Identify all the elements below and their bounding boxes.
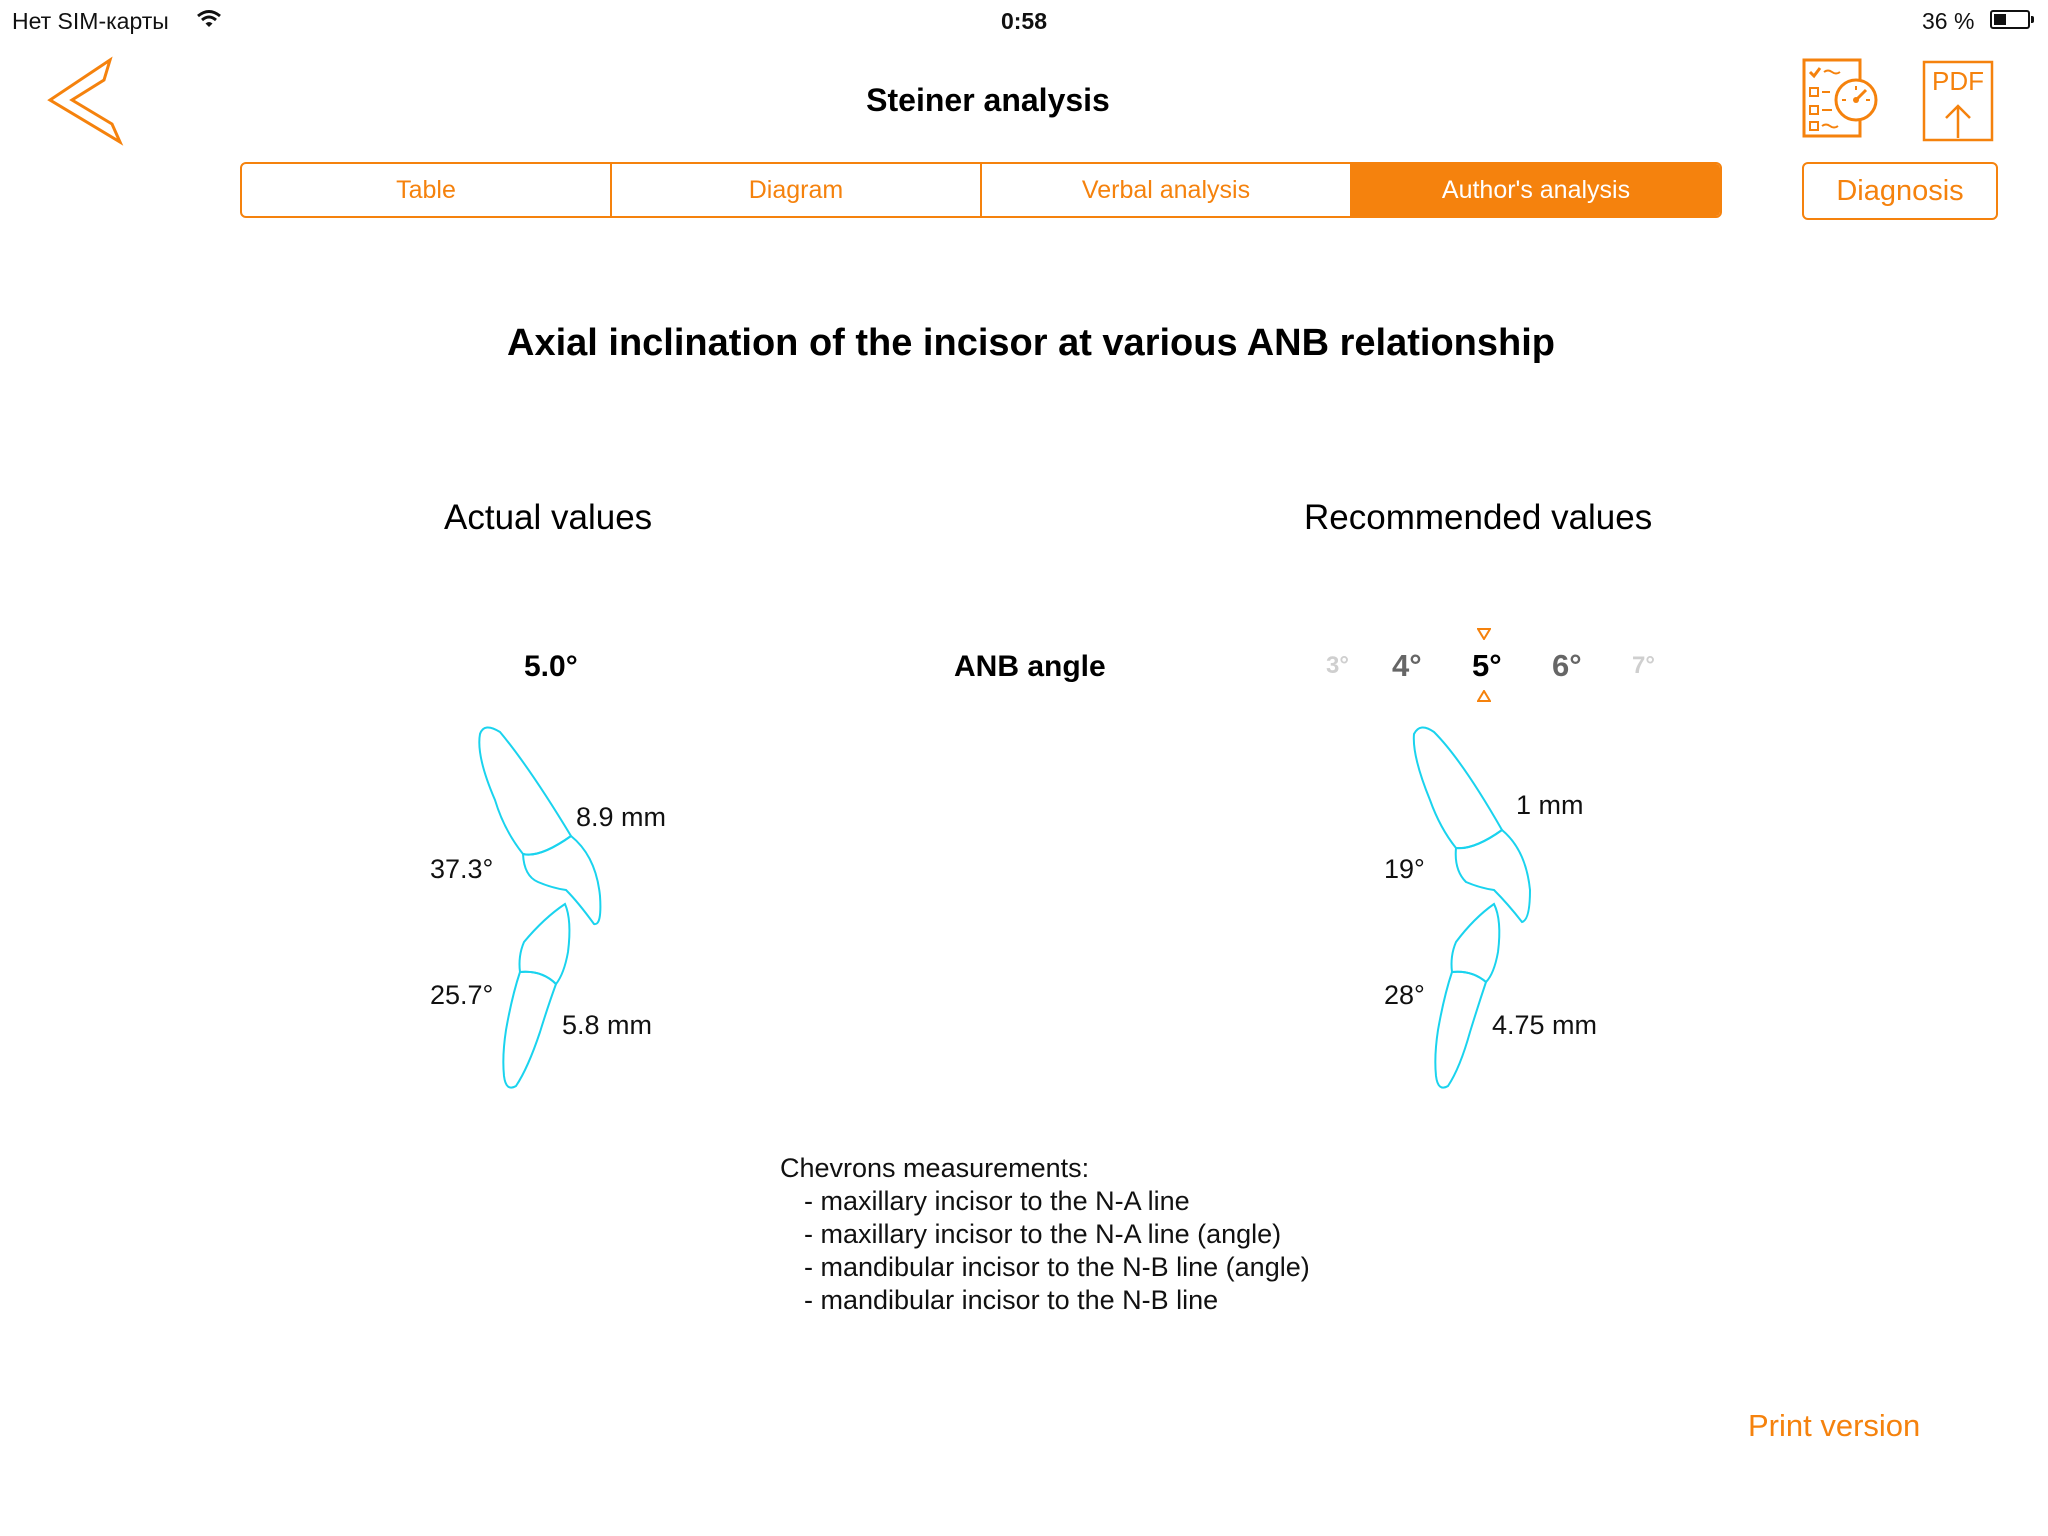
recommended-upper-angle: 19°	[1384, 854, 1425, 884]
picker-option-7[interactable]: 7°	[1632, 652, 1655, 679]
actual-lower-incisor-root	[503, 972, 556, 1088]
actual-upper-mm: 8.9 mm	[576, 802, 667, 832]
recommended-upper-incisor-crown	[1456, 830, 1530, 922]
export-pdf-button[interactable]	[1922, 60, 1996, 144]
actual-upper-incisor-root	[479, 727, 571, 854]
status-bar	[0, 0, 2048, 42]
recommended-upper-incisor-root	[1414, 727, 1502, 848]
picker-down-arrow-icon	[1477, 628, 1491, 640]
picker-option-6[interactable]: 6°	[1552, 648, 1582, 683]
recommended-upper-mm: 1 mm	[1516, 790, 1584, 820]
clock: 0:58	[1000, 8, 1048, 34]
actual-values-heading: Actual values	[444, 498, 653, 537]
recommended-values-heading: Recommended values	[1304, 498, 1653, 537]
notes-item: - maxillary incisor to the N-A line	[804, 1186, 1190, 1216]
segmented-tabs	[240, 162, 1722, 218]
report-button[interactable]	[1802, 58, 1880, 140]
tab-verbal-analysis[interactable]: Verbal analysis	[982, 164, 1352, 216]
actual-upper-incisor-crown	[523, 836, 600, 924]
recommended-incisors-diagram	[1400, 720, 1540, 1100]
diagnosis-button[interactable]: Diagnosis	[1802, 162, 1998, 220]
picker-option-3[interactable]: 3°	[1326, 652, 1349, 679]
notes-item: - mandibular incisor to the N-B line	[804, 1285, 1219, 1315]
tab-table[interactable]: Table	[242, 164, 612, 216]
chevrons-notes	[780, 1152, 1310, 1317]
recommended-lower-incisor-root	[1435, 972, 1486, 1088]
checklist-gauge-icon	[1802, 58, 1880, 140]
battery-percentage: 36 %	[1922, 8, 1975, 34]
actual-upper-angle: 37.3°	[430, 854, 494, 884]
battery-icon	[1990, 10, 2030, 29]
share-upload-icon	[1946, 106, 1970, 138]
actual-lower-mm: 5.8 mm	[562, 1010, 653, 1040]
anb-angle-label: ANB angle	[954, 650, 1106, 683]
recommended-lower-incisor-crown	[1452, 904, 1500, 982]
carrier-label: Нет SIM-карты	[12, 8, 169, 34]
notes-item: - maxillary incisor to the N-A line (angle)	[804, 1219, 1282, 1249]
recommended-lower-angle: 28°	[1384, 980, 1425, 1010]
pdf-label: PDF	[1932, 66, 1984, 96]
anb-picker[interactable]	[1326, 628, 1655, 708]
notes-heading: Chevrons measurements:	[780, 1153, 1090, 1183]
picker-up-arrow-icon	[1477, 690, 1491, 702]
actual-anb-value: 5.0°	[524, 650, 578, 683]
print-version-link[interactable]: Print version	[1748, 1408, 1921, 1443]
chart-title: Axial inclination of the incisor at various ANB relationship	[507, 322, 1555, 364]
tab-diagram[interactable]: Diagram	[612, 164, 982, 216]
actual-lower-angle: 25.7°	[430, 980, 494, 1010]
page-title: Steiner analysis	[866, 82, 1110, 118]
notes-item: - mandibular incisor to the N-B line (angle)	[804, 1252, 1310, 1282]
picker-option-selected[interactable]: 5°	[1472, 648, 1502, 683]
tab-authors-analysis[interactable]: Author's analysis	[1352, 164, 1720, 216]
actual-incisors-diagram	[470, 720, 610, 1100]
recommended-lower-mm: 4.75 mm	[1492, 1010, 1598, 1040]
picker-option-4[interactable]: 4°	[1392, 648, 1422, 683]
